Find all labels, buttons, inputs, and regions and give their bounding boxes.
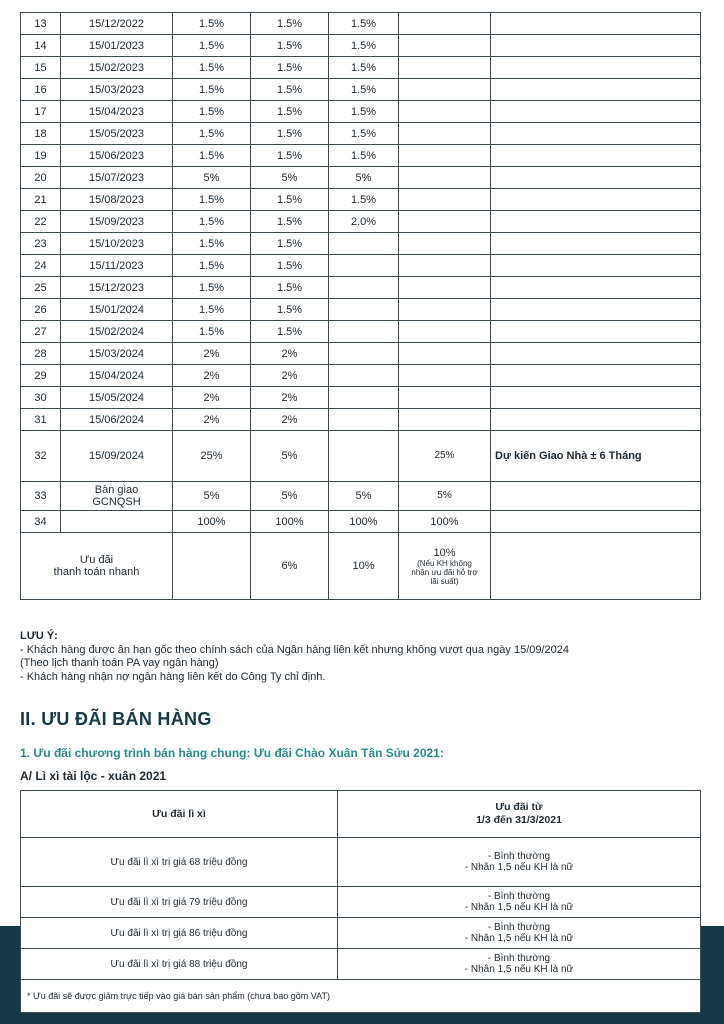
cell-c1: 2% [173, 365, 251, 387]
cell-c4 [399, 343, 491, 365]
cell-note [491, 321, 701, 343]
cell-date: 15/02/2023 [61, 57, 173, 79]
gift-condition-line1: - Bình thường [487, 922, 551, 933]
cell-c4 [399, 409, 491, 431]
cell-c3: 1.5% [329, 13, 399, 35]
cell-date: 15/04/2023 [61, 101, 173, 123]
discount-c4-main: 10% [433, 546, 456, 559]
cell-c1: 2% [173, 409, 251, 431]
cell-c1: 1.5% [173, 321, 251, 343]
cell-c3: 1.5% [329, 57, 399, 79]
gift-row [21, 918, 701, 949]
gift-footnote: * Ưu đãi sẽ được giảm trực tiếp vào giá bán sản phẩm (chưa bao gồm VAT) [21, 980, 701, 1013]
cell-c1: 1.5% [173, 123, 251, 145]
cell-c2: 2% [251, 365, 329, 387]
table-row [21, 167, 701, 189]
cell-date: 15/02/2024 [61, 321, 173, 343]
cell-c4 [399, 189, 491, 211]
cell-no: 13 [21, 13, 61, 35]
cell-c3 [329, 255, 399, 277]
table-row [21, 35, 701, 57]
cell-c3: 1.5% [329, 79, 399, 101]
cell-date-line2: GCNQSH [92, 496, 141, 508]
table-row [21, 482, 701, 511]
cell-date: 15/06/2023 [61, 145, 173, 167]
cell-c1: 1.5% [173, 101, 251, 123]
table-row [21, 57, 701, 79]
table-row [21, 123, 701, 145]
cell-note [491, 189, 701, 211]
cell-date: 15/01/2023 [61, 35, 173, 57]
cell-c1: 1.5% [173, 277, 251, 299]
gift-condition-line2: - Nhân 1,5 nếu KH là nữ [464, 933, 574, 944]
gift-header-right-line2: 1/3 đến 31/3/2021 [476, 814, 562, 826]
cell-c2: 1.5% [251, 123, 329, 145]
cell-no: 34 [21, 511, 61, 533]
cell-c4 [399, 365, 491, 387]
cell-c3 [329, 365, 399, 387]
cell-c1: 100% [173, 511, 251, 533]
cell-date: 15/03/2024 [61, 343, 173, 365]
gift-footnote-row [21, 980, 701, 1013]
cell-c4 [399, 233, 491, 255]
cell-date: 15/05/2023 [61, 123, 173, 145]
cell-c1: 1.5% [173, 145, 251, 167]
cell-c1: 1.5% [173, 79, 251, 101]
schedule-body [21, 13, 701, 600]
cell-no: 33 [21, 482, 61, 511]
cell-c2: 1.5% [251, 321, 329, 343]
cell-date: 15/12/2022 [61, 13, 173, 35]
cell-date: 15/09/2024 [61, 431, 173, 482]
section-heading: II. ƯU ĐÃI BÁN HÀNG [20, 709, 212, 729]
cell-c1: 25% [173, 431, 251, 482]
discount-row [21, 533, 701, 600]
cell-c4 [399, 79, 491, 101]
cell-note [491, 387, 701, 409]
note-line: (Theo lịch thanh toán PA vay ngân hàng) [20, 657, 219, 669]
cell-no: 23 [21, 233, 61, 255]
cell-note [491, 13, 701, 35]
cell-no: 15 [21, 57, 61, 79]
cell-c2: 5% [251, 431, 329, 482]
cell-c3: 1.5% [329, 123, 399, 145]
cell-date: 15/04/2024 [61, 365, 173, 387]
cell-no: 25 [21, 277, 61, 299]
cell-date: 15/01/2024 [61, 299, 173, 321]
gift-condition [338, 918, 701, 949]
cell-no: 29 [21, 365, 61, 387]
table-row [21, 511, 701, 533]
cell-note [491, 101, 701, 123]
cell-date [61, 482, 173, 511]
cell-c4 [399, 321, 491, 343]
cell-c4 [399, 299, 491, 321]
table-row [21, 387, 701, 409]
cell-no: 18 [21, 123, 61, 145]
cell-c3: 1.5% [329, 101, 399, 123]
cell-c3 [329, 409, 399, 431]
cell-date-line1: Bàn giao [94, 484, 139, 496]
cell-c2: 1.5% [251, 299, 329, 321]
cell-no: 24 [21, 255, 61, 277]
promo-heading: 1. Ưu đãi chương trình bán hàng chung: Ưu đãi Chào Xuân Tân Sửu 2021: [20, 746, 444, 760]
table-row [21, 145, 701, 167]
gift-label: Ưu đãi lì xì trị giá 79 triệu đồng [21, 887, 338, 918]
cell-c4 [399, 277, 491, 299]
cell-no: 16 [21, 79, 61, 101]
cell-date: 15/11/2023 [61, 255, 173, 277]
cell-note [491, 57, 701, 79]
cell-c4 [399, 13, 491, 35]
table-row [21, 101, 701, 123]
cell-date [61, 511, 173, 533]
cell-c1: 2% [173, 387, 251, 409]
cell-no: 14 [21, 35, 61, 57]
cell-c4 [399, 145, 491, 167]
table-row [21, 189, 701, 211]
cell-c2: 1.5% [251, 101, 329, 123]
cell-no: 26 [21, 299, 61, 321]
table-row [21, 233, 701, 255]
cell-c4: 100% [399, 511, 491, 533]
gift-condition-line1: - Bình thường [487, 953, 551, 964]
table-row [21, 343, 701, 365]
cell-c2: 1.5% [251, 277, 329, 299]
cell-c3: 2.0% [329, 211, 399, 233]
cell-note [491, 79, 701, 101]
cell-no: 22 [21, 211, 61, 233]
cell-c1: 1.5% [173, 211, 251, 233]
cell-note: Dự kiến Giao Nhà ± 6 Tháng [491, 431, 701, 482]
discount-c1 [173, 533, 251, 600]
cell-c3 [329, 233, 399, 255]
cell-c3: 5% [329, 482, 399, 511]
gift-header-left: Ưu đãi lì xì [21, 791, 338, 838]
cell-no: 17 [21, 101, 61, 123]
table-row [21, 299, 701, 321]
note-line: - Khách hàng nhận nợ ngân hàng liên kết do Công Ty chỉ định. [20, 670, 326, 683]
cell-c2: 1.5% [251, 79, 329, 101]
cell-note [491, 255, 701, 277]
gift-label: Ưu đãi lì xì trị giá 86 triệu đồng [21, 918, 338, 949]
discount-c4-sub: (Nếu KH không [417, 558, 472, 568]
table-row [21, 211, 701, 233]
cell-c2: 100% [251, 511, 329, 533]
gift-condition-line1: - Bình thường [487, 851, 551, 862]
cell-note [491, 343, 701, 365]
discount-label-line2: thanh toán nhanh [53, 566, 140, 578]
discount-c4-sub: lãi suất) [430, 576, 459, 586]
gift-condition-line2: - Nhân 1,5 nếu KH là nữ [464, 862, 574, 873]
cell-c2: 1.5% [251, 35, 329, 57]
cell-date: 15/07/2023 [61, 167, 173, 189]
cell-note [491, 409, 701, 431]
cell-note [491, 511, 701, 533]
cell-note [491, 211, 701, 233]
cell-c2: 1.5% [251, 255, 329, 277]
cell-c2: 1.5% [251, 57, 329, 79]
table-row [21, 13, 701, 35]
cell-c1: 2% [173, 343, 251, 365]
gift-condition [338, 838, 701, 887]
cell-c1: 1.5% [173, 255, 251, 277]
gift-body [21, 838, 701, 1013]
cell-c2: 5% [251, 482, 329, 511]
gift-row [21, 887, 701, 918]
cell-c3 [329, 431, 399, 482]
gift-label: Ưu đãi lì xì trị giá 68 triệu đồng [21, 838, 338, 887]
cell-c1: 1.5% [173, 233, 251, 255]
cell-no: 31 [21, 409, 61, 431]
cell-c2: 2% [251, 343, 329, 365]
payment-schedule-table [20, 12, 701, 600]
cell-c4 [399, 123, 491, 145]
gift-condition-line2: - Nhân 1,5 nếu KH là nữ [464, 964, 574, 975]
cell-c3: 1.5% [329, 35, 399, 57]
cell-date: 15/10/2023 [61, 233, 173, 255]
gift-row [21, 949, 701, 980]
gift-header-row [21, 791, 701, 838]
cell-no: 27 [21, 321, 61, 343]
cell-c1: 1.5% [173, 35, 251, 57]
discount-label-line1: Ưu đãi [79, 554, 114, 566]
cell-c2: 1.5% [251, 233, 329, 255]
gift-condition [338, 949, 701, 980]
discount-c4-sub: nhận ưu đãi hỗ trợ [411, 567, 478, 577]
cell-note [491, 365, 701, 387]
gift-condition-line2: - Nhân 1,5 nếu KH là nữ [464, 902, 574, 913]
notes-block [20, 630, 710, 684]
gift-header-right-line1: Ưu đãi từ [495, 801, 543, 813]
notes-title: LƯU Ý: [20, 630, 58, 642]
cell-date: 15/08/2023 [61, 189, 173, 211]
cell-note [491, 299, 701, 321]
cell-date: 15/09/2023 [61, 211, 173, 233]
table-row [21, 409, 701, 431]
cell-c4 [399, 211, 491, 233]
cell-c3: 5% [329, 167, 399, 189]
discount-c3: 10% [329, 533, 399, 600]
cell-c4: 5% [399, 482, 491, 511]
table-row [21, 321, 701, 343]
cell-c1: 1.5% [173, 299, 251, 321]
cell-c2: 1.5% [251, 13, 329, 35]
cell-c1: 1.5% [173, 189, 251, 211]
discount-label [21, 533, 173, 600]
table-row [21, 255, 701, 277]
cell-c1: 1.5% [173, 57, 251, 79]
cell-no: 32 [21, 431, 61, 482]
cell-c4 [399, 167, 491, 189]
gift-row [21, 838, 701, 887]
cell-c3: 1.5% [329, 145, 399, 167]
cell-c2: 5% [251, 167, 329, 189]
cell-note [491, 167, 701, 189]
discount-c2: 6% [251, 533, 329, 600]
cell-c4 [399, 57, 491, 79]
cell-no: 19 [21, 145, 61, 167]
cell-c3: 1.5% [329, 189, 399, 211]
cell-date: 15/03/2023 [61, 79, 173, 101]
cell-c4: 25% [399, 431, 491, 482]
cell-no: 28 [21, 343, 61, 365]
cell-c3 [329, 343, 399, 365]
cell-c4 [399, 35, 491, 57]
discount-c4 [399, 533, 491, 600]
table-row [21, 277, 701, 299]
cell-note [491, 482, 701, 511]
cell-c2: 1.5% [251, 189, 329, 211]
table-row [21, 431, 701, 482]
gift-condition [338, 887, 701, 918]
cell-date: 15/12/2023 [61, 277, 173, 299]
cell-c1: 5% [173, 167, 251, 189]
cell-note [491, 145, 701, 167]
cell-c1: 1.5% [173, 13, 251, 35]
cell-c1: 5% [173, 482, 251, 511]
cell-date: 15/06/2024 [61, 409, 173, 431]
gift-condition-line1: - Bình thường [487, 891, 551, 902]
cell-note [491, 233, 701, 255]
cell-c3 [329, 299, 399, 321]
cell-c4 [399, 101, 491, 123]
cell-c3 [329, 277, 399, 299]
cell-c4 [399, 255, 491, 277]
sub-heading: A/ Lì xì tài lộc - xuân 2021 [20, 769, 167, 783]
cell-no: 20 [21, 167, 61, 189]
cell-c2: 1.5% [251, 211, 329, 233]
table-row [21, 79, 701, 101]
cell-c4 [399, 387, 491, 409]
cell-note [491, 35, 701, 57]
cell-c3: 100% [329, 511, 399, 533]
cell-c2: 1.5% [251, 145, 329, 167]
gift-table [20, 790, 701, 1013]
note-line: - Khách hàng được ân hạn gốc theo chính sách của Ngân hàng liên kết nhưng không vượt qua ngày 15/09/2024 [20, 643, 570, 656]
cell-c2: 2% [251, 387, 329, 409]
cell-c2: 2% [251, 409, 329, 431]
cell-date: 15/05/2024 [61, 387, 173, 409]
gift-label: Ưu đãi lì xì trị giá 88 triệu đồng [21, 949, 338, 980]
cell-no: 21 [21, 189, 61, 211]
cell-note [491, 277, 701, 299]
cell-no: 30 [21, 387, 61, 409]
cell-c3 [329, 321, 399, 343]
cell-c3 [329, 387, 399, 409]
gift-header-right [338, 791, 701, 838]
cell-note [491, 533, 701, 600]
table-row [21, 365, 701, 387]
cell-note [491, 123, 701, 145]
